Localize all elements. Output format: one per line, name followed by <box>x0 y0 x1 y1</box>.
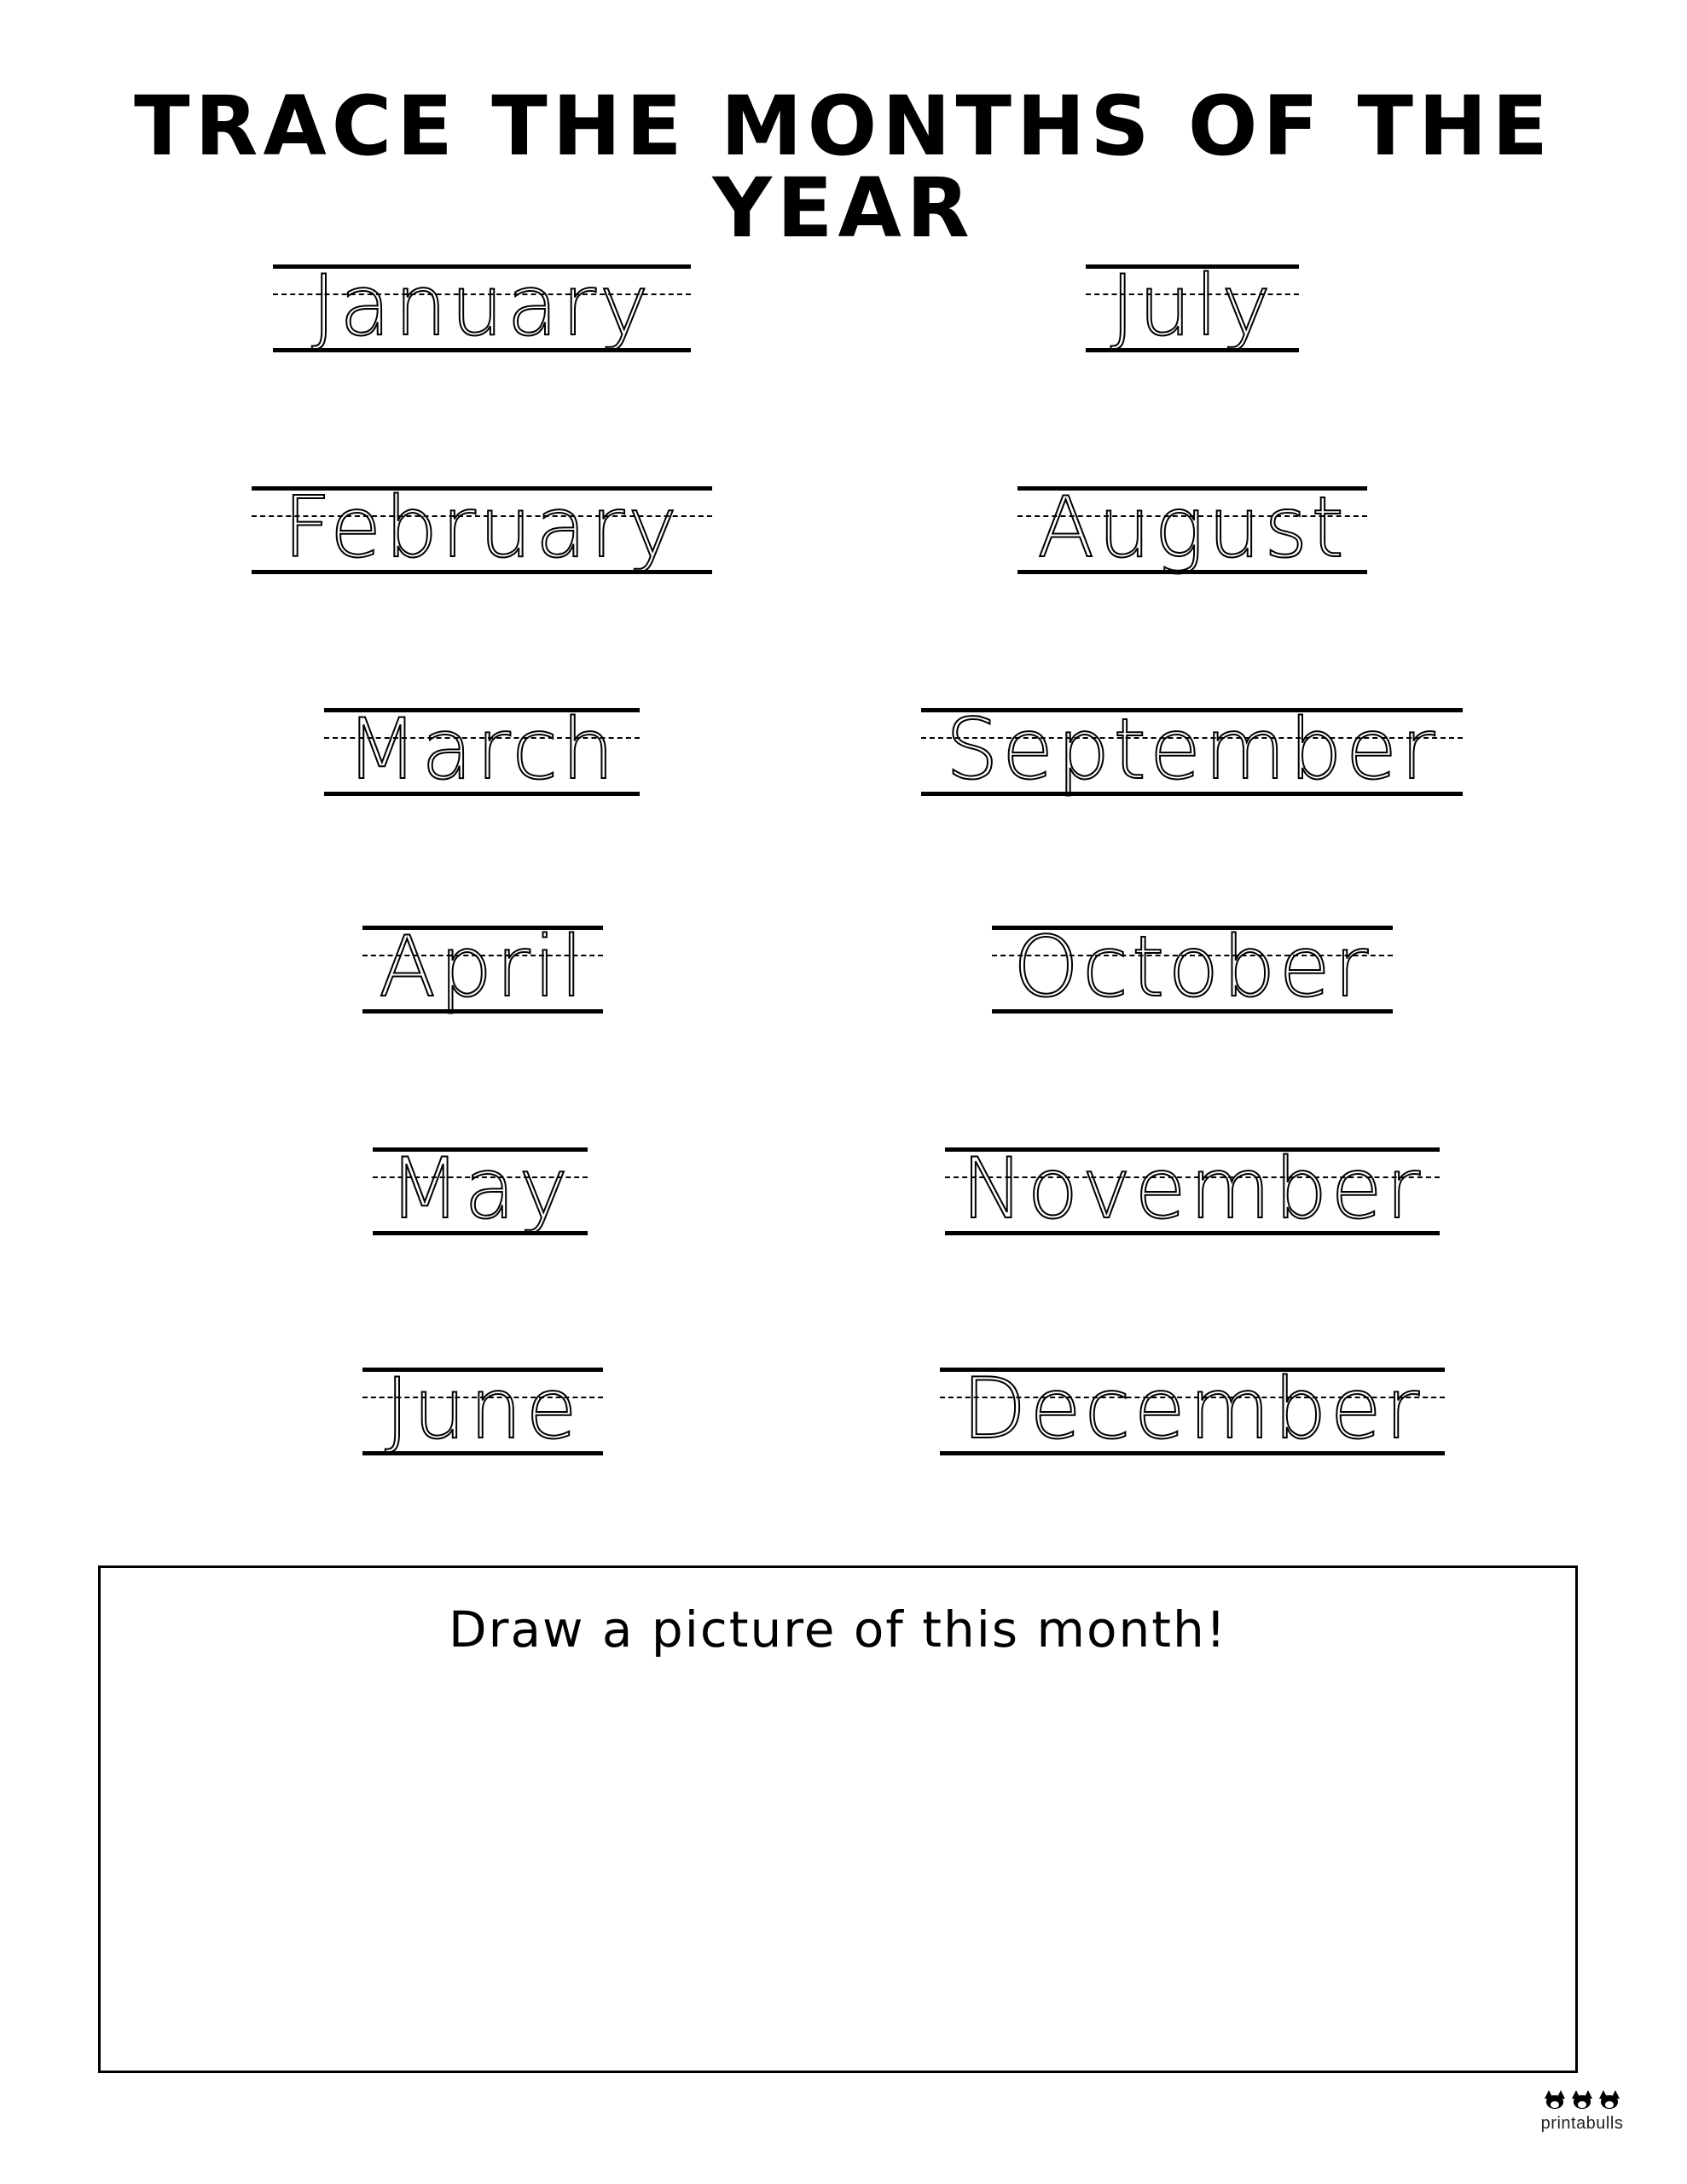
trace-row-july <box>1086 258 1299 358</box>
trace-word: July <box>1110 258 1275 355</box>
trace-word: October <box>1012 919 1372 1016</box>
trace-word: December <box>961 1361 1423 1458</box>
trace-word: January <box>311 258 652 355</box>
trace-word: September <box>945 701 1439 799</box>
trace-row-may <box>373 1141 588 1241</box>
bulldog-icon <box>1531 2090 1633 2111</box>
trace-word: November <box>961 1141 1423 1238</box>
page-title: TRACE THE MONTHS OF THE YEAR <box>134 78 1553 256</box>
trace-word: April <box>379 919 587 1016</box>
trace-row-june <box>362 1361 603 1461</box>
trace-row-january <box>273 258 691 358</box>
trace-word: March <box>345 701 618 799</box>
trace-row-february <box>252 479 712 580</box>
trace-row-december <box>940 1361 1445 1461</box>
trace-word: May <box>388 1141 572 1238</box>
brand-logo <box>1531 2090 1633 2134</box>
trace-row-april <box>362 919 603 1019</box>
drawing-box[interactable] <box>98 1565 1578 2073</box>
trace-row-august <box>1017 479 1367 580</box>
brand-name: printabulls <box>1540 2114 1624 2133</box>
trace-row-november <box>945 1141 1440 1241</box>
trace-word: February <box>282 479 681 577</box>
trace-word: August <box>1037 479 1348 577</box>
trace-word: June <box>385 1361 581 1458</box>
trace-row-october <box>992 919 1393 1019</box>
drawing-prompt: Draw a picture of this month! <box>448 1600 1228 1658</box>
trace-row-march <box>324 701 640 802</box>
trace-row-september <box>921 701 1463 802</box>
